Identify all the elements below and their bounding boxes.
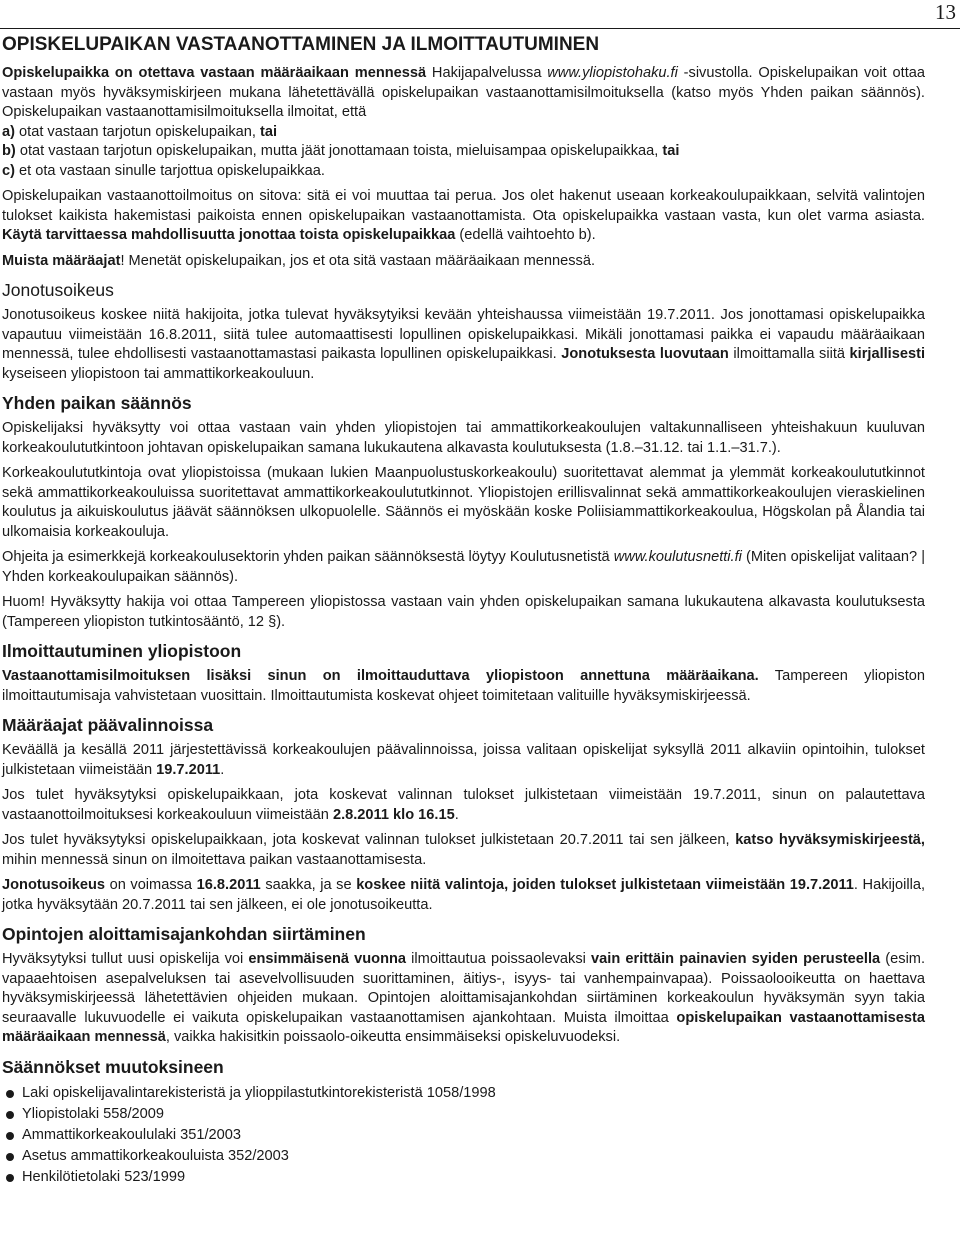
list-item: Henkilötietolaki 523/1999 xyxy=(2,1167,925,1188)
regulations-list xyxy=(2,1083,925,1188)
binding-notice-paragraph: Opiskelupaikan vastaanottoilmoitus on sitova: sitä ei voi muuttaa tai perua. Jos olet hakenut useaan korkeakoulupaikkaan, selvitä valintojen tulokset kaikista hakemistasi paikoista ennen opiskelupaikan vastaanottamista. Ota opiskelupaikka vastaan vasta, kun olet varma asiasta. Käytä tarvittaessa mahdollisuutta jonottaa toista opiskelupaikkaa (edellä vaihtoehto b). xyxy=(2,188,925,243)
yliopistohaku-link[interactable]: www.yliopistohaku.fi xyxy=(547,65,678,81)
siirtaminen-paragraph: Hyväksytyksi tullut uusi opiskelija voi ensimmäisenä vuonna ilmoittautua poissaolevaksi vain erittäin painavien syiden perusteella (esim. vapaaehtoisen asepalveluksen tai asevelvollisuuden suorittaminen, äitiys-, isyys- tai vanhempainvapaa). Poissaolooikeutta on haettava hyväksymiskirjeessä lähetettävien ohjeiden mukaan. Opintojen aloittamisajankohdan siirtäminen korkeakoulun hyväksymän syyn takia seuraavalle lukuvuodelle ei vaikuta opiskelupaikan vastaanottamisen ajankohtaan. Muista ilmoittaa opiskelupaikan vastaanottamisesta määräaikaan mennessä, vaikka hakisitkin poissaolo-oikeutta ensimmäiseksi opiskeluvuodeksi. xyxy=(2,951,926,1045)
intro-paragraph: Opiskelupaikka on otettava vastaan määräaikaan mennessä Hakijapalvelussa www.yliopistohaku.fi -sivustolla. Opiskelupaikan voit ottaa vastaan myös hyväksymiskirjeen mukana lähetettävällä opiskelupaikan vastaanottamisilmoituksella (katso myös Yhden paikan säännös). Opiskelupaikan vastaanottamisilmoituksella ilmoitat, että xyxy=(2,65,925,120)
yhden-paikan-paragraph-3: Ohjeita ja esimerkkejä korkeakoulusektorin yhden paikan säännöksestä löytyy Koulutusnetistä www.koulutusnetti.fi (Miten opiskelijat valitaan? | Yhden korkeakoulupaikan säännös). xyxy=(2,549,925,585)
remember-deadlines-paragraph: Muista määräajat! Menetät opiskelupaikan, jos et ota sitä vastaan määräaikaan mennessä. xyxy=(2,252,596,269)
ilmoittautuminen-paragraph: Vastaanottamisilmoituksen lisäksi sinun on ilmoittauduttava yliopistoon annettuna määräaikana. Tampereen yliopiston ilmoittautumisaja vahvistetaan vuosittain. Ilmoittautumista koskevat ohjeet toimitetaan valituille hyväksymiskirjeessä. xyxy=(2,668,925,704)
section-heading-ilmoittautuminen: Ilmoittautuminen yliopistoon xyxy=(2,641,242,661)
yhden-paikan-paragraph-1: Opiskelijaksi hyväksytty voi ottaa vastaan vain yhden yliopistojen tai ammattikorkeakoulujen valtakunnalliseen yhteishakuun kuuluvan korkeakoulututkintoon johtavan opiskelupaikan samana lukukautena alkavasta koulutuksesta (1.8.–31.12. tai 1.1.–31.7.). xyxy=(2,420,925,456)
list-item: Ammattikorkeakoululaki 351/2003 xyxy=(2,1125,925,1146)
section-heading-maaraajat: Määräajat päävalinnoissa xyxy=(2,715,214,735)
section-heading-jonotusoikeus: Jonotusoikeus xyxy=(2,280,114,300)
page-top-rule xyxy=(0,28,960,29)
list-item: Laki opiskelijavalintarekisteristä ja ylioppilastutkintorekisteristä 1058/1998 xyxy=(2,1083,925,1104)
maaraajat-paragraph-4: Jonotusoikeus on voimassa 16.8.2011 saakka, ja se koskee niitä valintoja, joiden tulokset julkistetaan viimeistään 19.7.2011. Hakijoilla, jotka hyväksytään 20.7.2011 tai sen jälkeen, ei ole jonotusoikeutta. xyxy=(2,877,926,913)
jonotusoikeus-paragraph: Jonotusoikeus koskee niitä hakijoita, jotka tulevat hyväksytyiksi kevään yhteishaussa viimeistään 19.7.2011. Jos jonottamasi opiskelupaikka vapautuu viimeistään 16.8.2011, siitä tulee automaattisesti lopullinen opiskelupaikkasi. Mikäli jonottamasi paikka ei vapaudu määräaikaan mennessä, tulee ehdollisesti vastaanottamastasi paikasta lopullinen opiskelupaikkasi. Jonotuksesta luovutaan ilmoittamalla siitä kirjallisesti kyseiseen yliopistoon tai ammattikorkeakouluun. xyxy=(2,307,925,382)
list-item: Asetus ammattikorkeakouluista 352/2003 xyxy=(2,1146,925,1167)
section-heading-yhden-paikan: Yhden paikan säännös xyxy=(2,393,192,413)
yhden-paikan-paragraph-4: Huom! Hyväksytty hakija voi ottaa Tampereen yliopistossa vastaan vain yhden opiskelupaikan samana lukukautena alkavasta koulutuksesta (Tampereen yliopiston tutkintosääntö, 12 §). xyxy=(2,594,925,630)
section-heading-siirtaminen: Opintojen aloittamisajankohdan siirtäminen xyxy=(2,924,366,944)
page-title: OPISKELUPAIKAN VASTAANOTTAMINEN JA ILMOITTAUTUMINEN xyxy=(2,34,600,55)
yhden-paikan-paragraph-2: Korkeakoulututkintoja ovat yliopistoissa (mukaan lukien Maanpuolustuskorkeakoulu) suoritettavat alemmat ja ylemmät korkeakoulututkinnot sekä ammattikorkeakouluissa suoritettavat ammattikorkeakoulututkinnot. Yliopistojen erillisvalinnat sekä ammattikorkeakoulujen vieraskielinen koulutus ja aikuiskoulutus jäävät säännöksen ulkopuolelle. Säännös ei myöskään koske Poliisiammattikorkeakoulua, Högskolan på Ålandia tai ulkomaisia korkeakouluja. xyxy=(2,465,925,540)
maaraajat-paragraph-1: Keväällä ja kesällä 2011 järjestettävissä korkeakoulujen päävalinnoissa, joissa valitaan opiskelijat syksyllä 2011 alkaviin opintoihin, tulokset julkistetaan viimeistään 19.7.2011. xyxy=(2,742,925,778)
option-b: b) otat vastaan tarjotun opiskelupaikan, mutta jäät jonottamaan toista, mieluisampaa opiskelupaikkaa, tai xyxy=(2,143,680,159)
option-c: c) et ota vastaan sinulle tarjottua opiskelupaikkaa. xyxy=(2,162,325,179)
option-a: a) otat vastaan tarjotun opiskelupaikan, tai xyxy=(2,123,278,140)
maaraajat-paragraph-2: Jos tulet hyväksytyksi opiskelupaikkaan, jota koskevat valinnan tulokset julkistetaan viimeistään 19.7.2011, sinun on palautettava vastaanottoilmoituksesi korkeakouluun viimeistään 2.8.2011 klo 16.15. xyxy=(2,787,925,823)
maaraajat-paragraph-3: Jos tulet hyväksytyksi opiskelupaikkaan, jota koskevat valinnan tulokset julkistetaan 20.7.2011 tai sen jälkeen, katso hyväksymiskirjeestä, mihin mennessä sinun on ilmoitettava paikan vastaanottamisesta. xyxy=(2,832,925,868)
document-body xyxy=(2,34,925,1188)
list-item: Yliopistolaki 558/2009 xyxy=(2,1104,925,1125)
section-heading-saannokset: Säännökset muutoksineen xyxy=(2,1056,224,1077)
intro-deadline-notice: Opiskelupaikka on otettava vastaan määräaikaan mennessä xyxy=(2,65,427,81)
page-number: 13 xyxy=(935,0,956,24)
koulutusnetti-link[interactable]: www.koulutusnetti.fi xyxy=(613,549,742,565)
